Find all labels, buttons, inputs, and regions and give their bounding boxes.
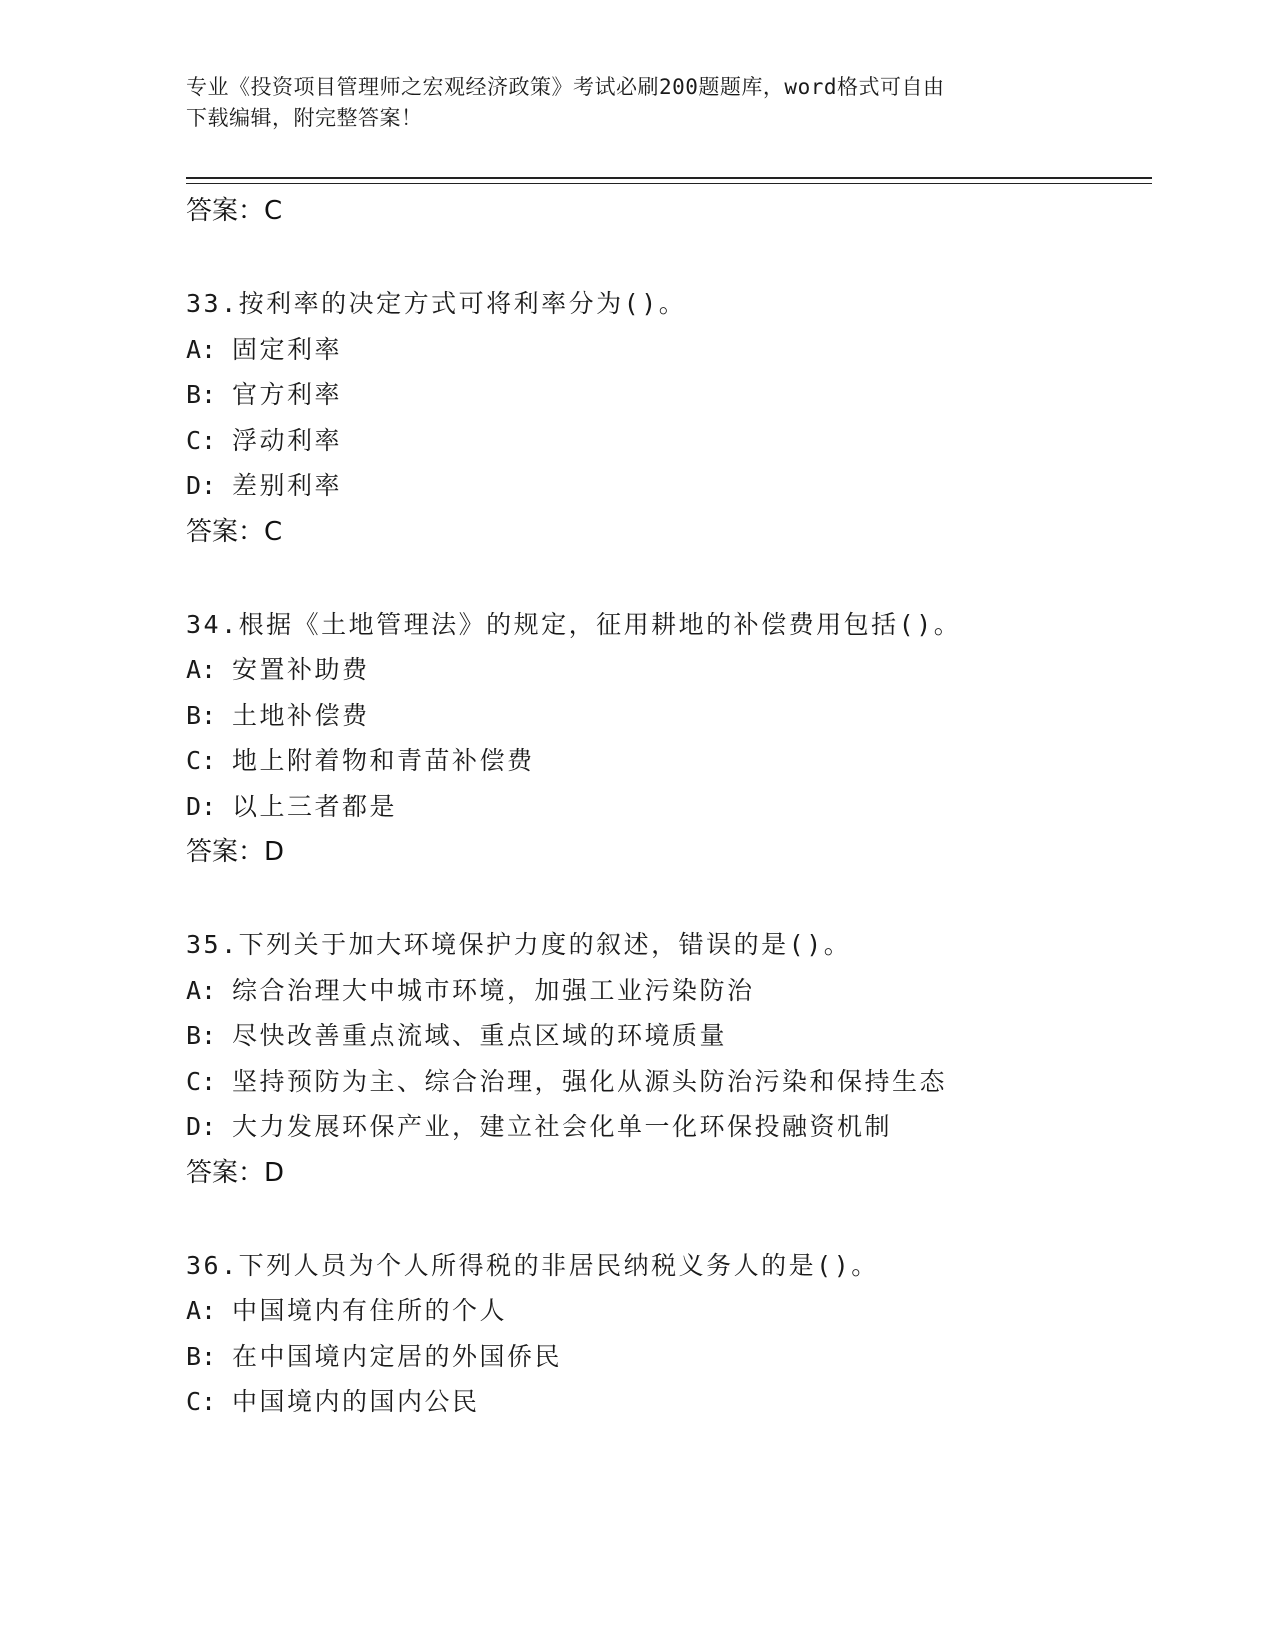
option-c: [186, 1059, 1146, 1105]
option-key: C:: [186, 425, 217, 455]
option-key: D:: [186, 791, 217, 821]
question-34: [186, 602, 1146, 923]
option-text: 官方利率: [232, 380, 343, 409]
option-text: 在中国境内定居的外国侨民: [232, 1341, 563, 1371]
option-text: 差别利率: [232, 471, 343, 500]
option-text: 固定利率: [232, 334, 343, 364]
option-key: A:: [186, 655, 217, 684]
answer-line: 答案：C: [186, 196, 283, 226]
option-a: [186, 327, 1146, 373]
spacer: [186, 234, 1146, 281]
option-text: 中国境内有住所的个人: [232, 1296, 508, 1325]
question-list: [186, 188, 1146, 1425]
option-a: [186, 1288, 1146, 1334]
option-a: [186, 968, 1146, 1014]
option-key: D:: [186, 471, 217, 500]
option-text: 综合治理大中城市环境，加强工业污染防治: [232, 975, 755, 1005]
spacer: [186, 555, 1146, 602]
option-key: B:: [186, 1021, 217, 1050]
option-text: 安置补助费: [232, 655, 370, 684]
header-rule-thin: [186, 183, 1152, 184]
option-text: 大力发展环保产业，建立社会化单一化环保投融资机制: [232, 1112, 893, 1141]
header-line-1: 专业《投资项目管理师之宏观经济政策》考试必刷200题题库，word格式可自由: [186, 75, 945, 99]
question-33: [186, 281, 1146, 602]
question-title: 36.下列人员为个人所得税的非居民纳税义务人的是()。: [186, 1250, 879, 1280]
question-title: 34.根据《土地管理法》的规定，征用耕地的补偿费用包括()。: [186, 609, 962, 639]
header-line-2: 下载编辑，附完整答案！: [186, 106, 423, 130]
option-d: [186, 463, 1146, 509]
question-35: [186, 922, 1146, 1243]
header-rule-thick: [186, 177, 1152, 179]
option-text: 浮动利率: [232, 425, 343, 455]
option-text: 坚持预防为主、综合治理，强化从源头防治污染和保持生态: [232, 1066, 948, 1096]
option-b: [186, 693, 1146, 739]
option-key: C:: [186, 1066, 217, 1096]
option-b: [186, 1334, 1146, 1380]
option-key: C:: [186, 1387, 217, 1416]
spacer: [186, 1196, 1146, 1243]
option-text: 以上三者都是: [232, 791, 398, 821]
spacer: [186, 875, 1146, 922]
option-key: D:: [186, 1112, 217, 1141]
question-36: [186, 1243, 1146, 1425]
option-text: 尽快改善重点流域、重点区域的环境质量: [232, 1021, 728, 1050]
option-c: [186, 1379, 1146, 1425]
question-title: 35.下列关于加大环境保护力度的叙述，错误的是()。: [186, 930, 852, 959]
option-key: C:: [186, 746, 217, 775]
document-header: [186, 72, 1066, 134]
option-key: A:: [186, 334, 217, 364]
option-text: 地上附着物和青苗补偿费: [232, 746, 535, 775]
answer-line: 答案：C: [186, 516, 283, 547]
option-b: [186, 1013, 1146, 1059]
answer-line: 答案：D: [186, 837, 285, 867]
option-text: 土地补偿费: [232, 700, 370, 730]
option-key: B:: [186, 1341, 217, 1371]
option-a: [186, 647, 1146, 693]
answer-line: 答案：D: [186, 1157, 285, 1188]
option-key: A:: [186, 1296, 217, 1325]
option-c: [186, 418, 1146, 464]
option-text: 中国境内的国内公民: [232, 1387, 480, 1416]
option-d: [186, 1104, 1146, 1150]
option-c: [186, 738, 1146, 784]
question-title: 33.按利率的决定方式可将利率分为()。: [186, 289, 687, 318]
option-key: B:: [186, 700, 217, 730]
option-key: A:: [186, 975, 217, 1005]
option-key: B:: [186, 380, 217, 409]
option-d: [186, 784, 1146, 830]
option-b: [186, 372, 1146, 418]
